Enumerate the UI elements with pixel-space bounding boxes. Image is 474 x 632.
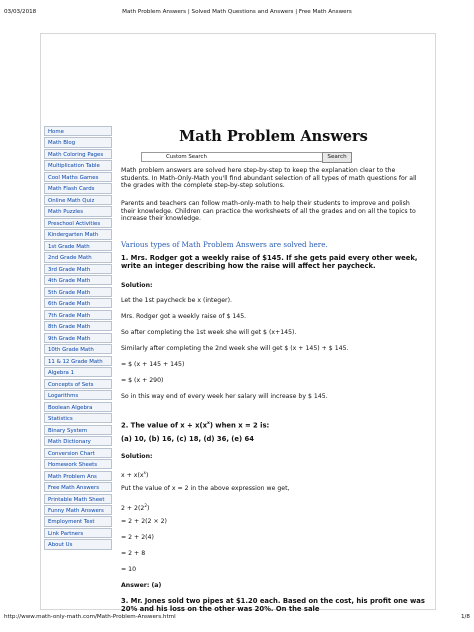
sidebar-item[interactable]: Link Partners bbox=[44, 528, 112, 538]
sidebar-item[interactable]: Statistics bbox=[44, 413, 112, 423]
sidebar-item[interactable]: Concepts of Sets bbox=[44, 379, 112, 389]
solution-line: So in this way end of every week her salary will increase by $ 145. bbox=[121, 393, 328, 400]
solution-label: Solution: bbox=[121, 453, 153, 460]
sidebar-item[interactable]: Multiplication Table bbox=[44, 160, 112, 170]
question-2: 2. The value of $x + x(x^x)$ when x = 2 is: bbox=[121, 421, 270, 430]
section-heading: Various types of Math Problem Answers are solved here. bbox=[121, 240, 328, 249]
intro-paragraph-2: Parents and teachers can follow math-only-math to help their students to improve and polish their knowledge. Children can practice the worksheets of all the grades and on all the topics to increase their knowledge. bbox=[121, 200, 416, 223]
sidebar-item[interactable]: Free Math Answers bbox=[44, 482, 112, 492]
sidebar-item[interactable]: Binary System bbox=[44, 425, 112, 435]
solution-line: $x + x(x^x)$ bbox=[121, 470, 149, 480]
sidebar-item[interactable]: Preschool Activities bbox=[44, 218, 112, 228]
sidebar-item[interactable]: Math Flash Cards bbox=[44, 183, 112, 193]
print-header bbox=[0, 9, 474, 19]
sidebar-item[interactable]: Funny Math Answers bbox=[44, 505, 112, 515]
solution-line: = $ (x + 290) bbox=[121, 377, 164, 384]
sidebar-item[interactable]: Math Blog bbox=[44, 137, 112, 147]
search-placeholder: Custom Search bbox=[166, 154, 207, 160]
sidebar-item[interactable]: 10th Grade Math bbox=[44, 344, 112, 354]
solution-line: = 2 + 2(2 × 2) bbox=[121, 518, 167, 525]
sidebar-item[interactable]: 5th Grade Math bbox=[44, 287, 112, 297]
sidebar-item[interactable]: 2nd Grade Math bbox=[44, 252, 112, 262]
sidebar-item[interactable]: 1st Grade Math bbox=[44, 241, 112, 251]
answer-label: Answer: (a) bbox=[121, 582, 162, 589]
page-title: Math Problem Answers bbox=[179, 128, 368, 145]
question-1: 1. Mrs. Rodger got a weekly raise of $145. If she gets paid every other week, write an integer describing how the raise will affect her paycheck. bbox=[121, 254, 418, 271]
print-date: 03/03/2018 bbox=[4, 9, 37, 15]
solution-line: So after completing the 1st week she will get $ (x+145). bbox=[121, 329, 297, 336]
print-url: http://www.math-only-math.com/Math-Problem-Answers.html bbox=[4, 614, 176, 620]
sidebar-item[interactable]: 6th Grade Math bbox=[44, 298, 112, 308]
sidebar-item[interactable]: Homework Sheets bbox=[44, 459, 112, 469]
sidebar-item[interactable]: 4th Grade Math bbox=[44, 275, 112, 285]
question-3: 3. Mr. Jones sold two pipes at $1.20 each. Based on the cost, his profit one was 20% and his loss on the other was 20%. On the sale bbox=[121, 597, 425, 614]
sidebar-item[interactable]: Boolean Algebra bbox=[44, 402, 112, 412]
search-bar bbox=[141, 152, 351, 162]
sidebar-item[interactable]: Printable Math Sheet bbox=[44, 494, 112, 504]
print-page-number: 1/8 bbox=[460, 614, 470, 620]
sidebar-item[interactable]: Algebra 1 bbox=[44, 367, 112, 377]
solution-line: = $ (x + 145 + 145) bbox=[121, 361, 185, 368]
sidebar-item[interactable]: Conversion Chart bbox=[44, 448, 112, 458]
sidebar-item[interactable]: Kindergarten Math bbox=[44, 229, 112, 239]
sidebar-nav bbox=[44, 126, 112, 551]
solution-line: Mrs. Rodger got a weekly raise of $ 145. bbox=[121, 313, 247, 320]
sidebar-item[interactable]: 9th Grade Math bbox=[44, 333, 112, 343]
search-input[interactable] bbox=[141, 152, 345, 162]
sidebar-item[interactable]: 3rd Grade Math bbox=[44, 264, 112, 274]
question-2-options: (a) 10, (b) 16, (c) 18, (d) 36, (e) 64 bbox=[121, 435, 254, 443]
solution-line: Put the value of x = 2 in the above expression we get, bbox=[121, 485, 290, 492]
sidebar-item[interactable]: Cool Maths Games bbox=[44, 172, 112, 182]
print-title: Math Problem Answers | Solved Math Questions and Answers | Free Math Answers bbox=[122, 9, 352, 15]
sidebar-item[interactable]: 7th Grade Math bbox=[44, 310, 112, 320]
solution-line: Let the 1st paycheck be x (integer). bbox=[121, 297, 232, 304]
sidebar-item[interactable]: Math Puzzles bbox=[44, 206, 112, 216]
sidebar-item[interactable]: Math Coloring Pages bbox=[44, 149, 112, 159]
solution-line: Similarly after completing the 2nd week she will get $ (x + 145) + $ 145. bbox=[121, 345, 349, 352]
solution-line: = 10 bbox=[121, 566, 137, 573]
solution-line: $2 + 2(2^2)$ bbox=[121, 503, 150, 513]
sidebar-item[interactable]: 11 & 12 Grade Math bbox=[44, 356, 112, 366]
sidebar-item[interactable]: Math Dictionary bbox=[44, 436, 112, 446]
sidebar-item[interactable]: 8th Grade Math bbox=[44, 321, 112, 331]
sidebar-item[interactable]: Logarithms bbox=[44, 390, 112, 400]
sidebar-item[interactable]: Online Math Quiz bbox=[44, 195, 112, 205]
solution-line: = 2 + 8 bbox=[121, 550, 146, 557]
solution-label: Solution: bbox=[121, 282, 153, 289]
print-footer bbox=[0, 614, 474, 624]
sidebar-item[interactable]: Employment Test bbox=[44, 516, 112, 526]
solution-line: = 2 + 2(4) bbox=[121, 534, 154, 541]
sidebar-item[interactable]: About Us bbox=[44, 539, 112, 549]
search-button[interactable]: Search bbox=[322, 152, 352, 163]
sidebar-item[interactable]: Math Problem Ans bbox=[44, 471, 112, 481]
intro-paragraph: Math problem answers are solved here step-by-step to keep the explanation clear to the students. In Math-Only-Math you'll find abundant selection of all types of math questions for all the grades with the complete step-by-step solutions. bbox=[121, 167, 417, 190]
sidebar-item[interactable]: Home bbox=[44, 126, 112, 136]
